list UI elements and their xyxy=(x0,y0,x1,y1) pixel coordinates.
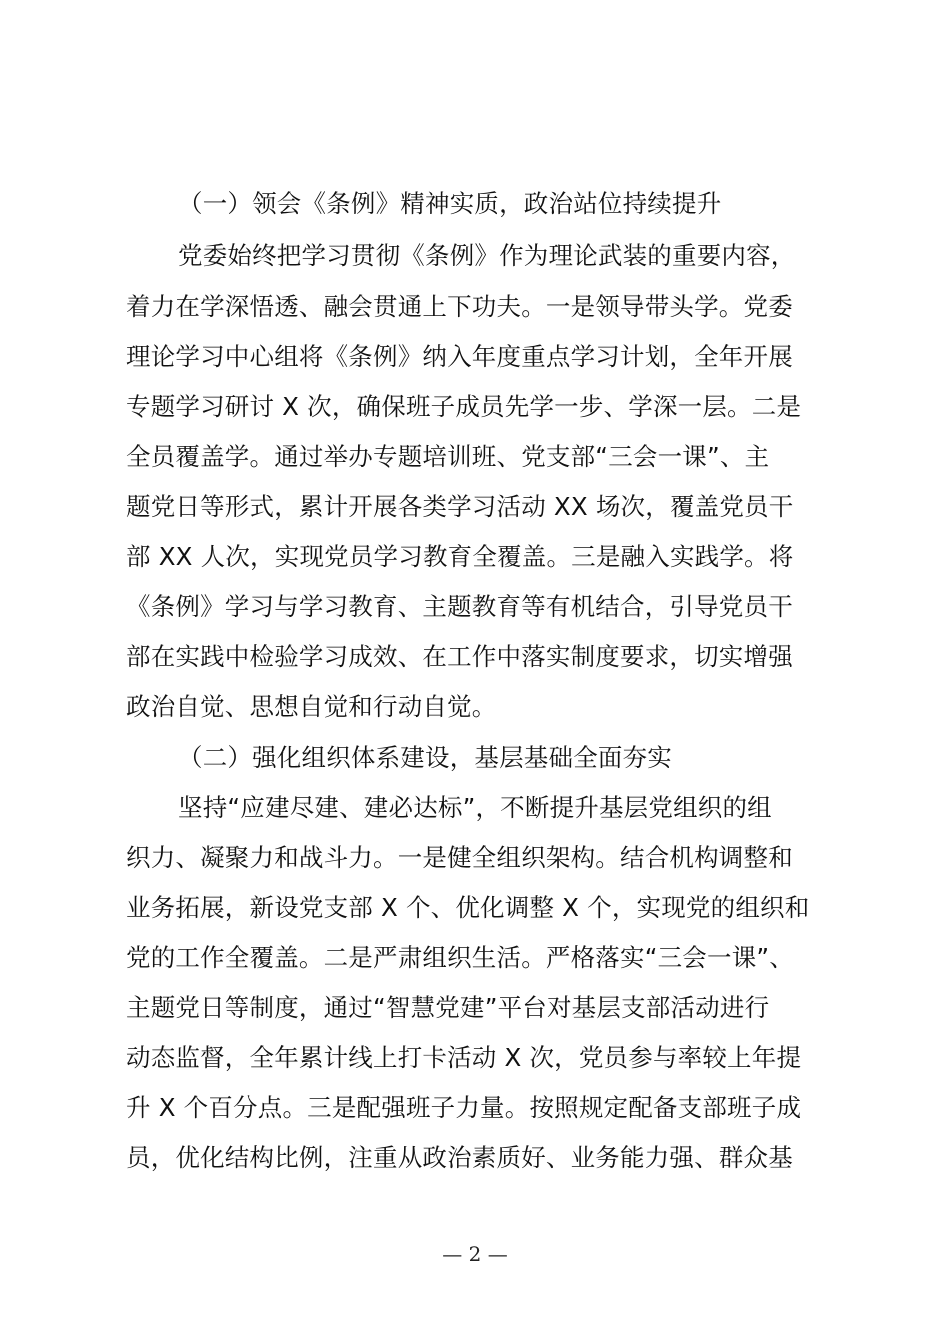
section-1-heading: （一）领会《条例》精神实质，政治站位持续提升 xyxy=(178,189,722,218)
section-2-line-1: 坚持“应建尽建、建必达标”，不断提升基层党组织的组 xyxy=(178,793,772,822)
section-2-line-2: 织力、凝聚力和战斗力。一是健全组织架构。结合机构调整和 xyxy=(126,843,793,872)
section-1-line-1: 党委始终把学习贯彻《条例》作为理论武装的重要内容， xyxy=(178,241,796,270)
section-2-line-8: 员，优化结构比例，注重从政治素质好、业务能力强、群众基 xyxy=(126,1143,793,1172)
section-1-line-3: 理论学习中心组将《条例》纳入年度重点学习计划，全年开展 xyxy=(126,342,793,371)
section-1-line-5: 全员覆盖学。通过举办专题培训班、党支部“三会一课”、主 xyxy=(126,442,770,471)
section-2-heading: （二）强化组织体系建设，基层基础全面夯实 xyxy=(178,743,672,772)
section-2-line-6: 动态监督，全年累计线上打卡活动 X 次，党员参与率较上年提 xyxy=(126,1043,802,1072)
section-2-line-7: 升 X 个百分点。三是配强班子力量。按照规定配备支部班子成 xyxy=(126,1093,802,1122)
page-number: — 2 — xyxy=(442,1242,508,1266)
section-2-line-3: 业务拓展，新设党支部 X 个、优化调整 X 个，实现党的组织和 xyxy=(126,893,810,922)
section-1-line-4: 专题学习研讨 X 次，确保班子成员先学一步、学深一层。二是 xyxy=(126,392,802,421)
section-2-line-5: 主题党日等制度，通过“智慧党建”平台对基层支部活动进行 xyxy=(126,993,770,1022)
section-1-line-8: 《条例》学习与学习教育、主题教育等有机结合，引导党员干 xyxy=(126,592,793,621)
section-1-line-6: 题党日等形式，累计开展各类学习活动 XX 场次，覆盖党员干 xyxy=(126,492,794,521)
section-1-line-7: 部 XX 人次，实现党员学习教育全覆盖。三是融入实践学。将 xyxy=(126,542,794,571)
section-1-line-10: 政治自觉、思想自觉和行动自觉。 xyxy=(126,692,497,721)
section-1-line-2: 着力在学深悟透、融会贯通上下功夫。一是领导带头学。党委 xyxy=(126,292,793,321)
section-1-line-9: 部在实践中检验学习成效、在工作中落实制度要求，切实增强 xyxy=(126,642,793,671)
section-2-line-4: 党的工作全覆盖。二是严肃组织生活。严格落实“三会一课”、 xyxy=(126,943,794,972)
